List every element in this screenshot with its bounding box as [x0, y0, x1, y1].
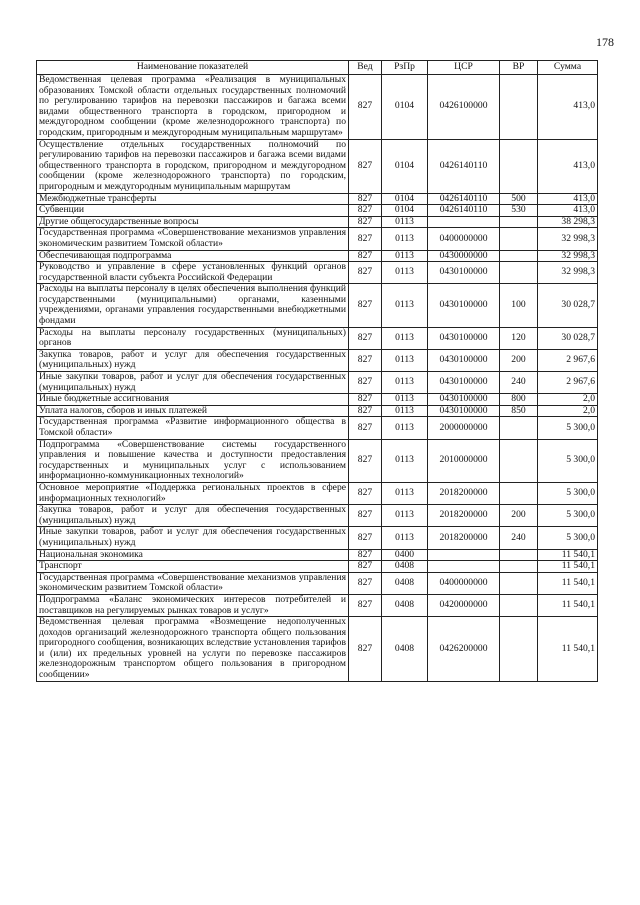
row-name: Ведомственная целевая программа «Возмещение недополученных доходов организаций железнодорожного транспорта общего пользования пригородного сообщения, возникающих вследствие установления тарифов и (или) их предельных уровней на услуги по перевозке пассажиров железнодорожным транспортом общего пользования в пригородном сообщении»: [37, 617, 349, 682]
row-sum: 11 540,1: [538, 572, 598, 594]
row-name: Расходы на выплаты персоналу государственных (муниципальных) органов: [37, 327, 349, 349]
row-name: Расходы на выплаты персоналу в целях обеспечения выполнения функций государственными (муниципальными) органами, казенными учреждениями, органами управления государственными внебюджетными фондами: [37, 284, 349, 327]
row-sum: 5 300,0: [538, 417, 598, 439]
row-rzpr: 0113: [382, 417, 428, 439]
row-sum: 38 298,3: [538, 216, 598, 228]
row-sum: 413,0: [538, 205, 598, 217]
row-rzpr: 0113: [382, 228, 428, 250]
row-ved: 827: [349, 75, 382, 140]
row-sum: 32 998,3: [538, 262, 598, 284]
row-csr: 2000000000: [428, 417, 500, 439]
row-vr: [500, 228, 538, 250]
row-name: Иные закупки товаров, работ и услуг для обеспечения государственных (муниципальных) нужд: [37, 372, 349, 394]
row-vr: [500, 482, 538, 504]
row-name: Уплата налогов, сборов и иных платежей: [37, 405, 349, 417]
table-row: [37, 205, 598, 217]
row-vr: 240: [500, 527, 538, 549]
row-vr: [500, 75, 538, 140]
row-vr: [500, 617, 538, 682]
row-name: Транспорт: [37, 561, 349, 573]
row-ved: 827: [349, 284, 382, 327]
row-csr: [428, 561, 500, 573]
table-row: [37, 617, 598, 682]
row-csr: 0400000000: [428, 228, 500, 250]
row-rzpr: 0113: [382, 216, 428, 228]
row-rzpr: 0113: [382, 505, 428, 527]
row-ved: 827: [349, 439, 382, 482]
row-vr: [500, 250, 538, 262]
row-csr: 0400000000: [428, 572, 500, 594]
row-vr: 800: [500, 394, 538, 406]
row-rzpr: 0113: [382, 327, 428, 349]
row-rzpr: 0104: [382, 205, 428, 217]
row-name: Закупка товаров, работ и услуг для обеспечения государственных (муниципальных) нужд: [37, 505, 349, 527]
row-sum: 11 540,1: [538, 617, 598, 682]
row-csr: 0430000000: [428, 250, 500, 262]
row-sum: 2 967,6: [538, 349, 598, 371]
header-name: Наименование показателей: [37, 61, 349, 75]
row-ved: 827: [349, 594, 382, 616]
row-vr: [500, 561, 538, 573]
row-ved: 827: [349, 327, 382, 349]
row-ved: 827: [349, 228, 382, 250]
row-csr: 0426140110: [428, 205, 500, 217]
row-rzpr: 0113: [382, 250, 428, 262]
row-sum: 413,0: [538, 193, 598, 205]
row-sum: 11 540,1: [538, 561, 598, 573]
row-ved: 827: [349, 216, 382, 228]
row-vr: [500, 549, 538, 561]
row-name: Осуществление отдельных государственных полномочий по регулированию тарифов на перевозки пассажиров и багажа всеми видами общественного транспорта в городском, пригородном и междугородном сообщении (кроме железнодорожного транспорта) по городским, пригородным и междугородным муниципальным маршрутам: [37, 139, 349, 193]
row-name: Подпрограмма «Баланс экономических интересов потребителей и поставщиков на регулируемых рынках товаров и услуг»: [37, 594, 349, 616]
table-row: [37, 527, 598, 549]
row-rzpr: 0113: [382, 394, 428, 406]
row-sum: 5 300,0: [538, 439, 598, 482]
row-csr: 0430100000: [428, 394, 500, 406]
row-csr: 0426200000: [428, 617, 500, 682]
row-sum: 2,0: [538, 394, 598, 406]
row-name: Субвенции: [37, 205, 349, 217]
row-vr: 850: [500, 405, 538, 417]
row-vr: 200: [500, 505, 538, 527]
row-ved: 827: [349, 372, 382, 394]
row-rzpr: 0408: [382, 572, 428, 594]
row-sum: 11 540,1: [538, 549, 598, 561]
row-csr: [428, 549, 500, 561]
row-ved: 827: [349, 262, 382, 284]
row-name: Иные бюджетные ассигнования: [37, 394, 349, 406]
row-vr: [500, 139, 538, 193]
row-name: Другие общегосударственные вопросы: [37, 216, 349, 228]
row-name: Ведомственная целевая программа «Реализация в муниципальных образованиях Томской области отдельных государственных полномочий по регулированию тарифов на перевозки пассажиров и багажа всеми видами общественного транспорта в городском, пригородном и междугородном сообщении (кроме железнодорожного транспорта) по городским, пригородным и междугородным муниципальным маршрутам»: [37, 75, 349, 140]
row-vr: [500, 216, 538, 228]
table-row: [37, 349, 598, 371]
row-rzpr: 0408: [382, 617, 428, 682]
header-ved: Вед: [349, 61, 382, 75]
row-csr: 0426140110: [428, 139, 500, 193]
row-rzpr: 0113: [382, 439, 428, 482]
row-ved: 827: [349, 561, 382, 573]
row-sum: 30 028,7: [538, 327, 598, 349]
row-ved: 827: [349, 505, 382, 527]
budget-table: [36, 60, 598, 682]
row-csr: 0430100000: [428, 327, 500, 349]
table-row: [37, 139, 598, 193]
row-ved: 827: [349, 617, 382, 682]
row-rzpr: 0408: [382, 594, 428, 616]
row-sum: 32 998,3: [538, 228, 598, 250]
table-row: [37, 561, 598, 573]
row-ved: 827: [349, 250, 382, 262]
table-row: [37, 394, 598, 406]
row-sum: 11 540,1: [538, 594, 598, 616]
table-row: [37, 284, 598, 327]
row-sum: 5 300,0: [538, 505, 598, 527]
table-row: [37, 75, 598, 140]
row-name: Государственная программа «Совершенствование механизмов управления экономическим развитием Томской области»: [37, 572, 349, 594]
row-rzpr: 0113: [382, 405, 428, 417]
table-row: [37, 262, 598, 284]
table-row: [37, 327, 598, 349]
row-rzpr: 0113: [382, 349, 428, 371]
row-vr: [500, 594, 538, 616]
row-csr: 0430100000: [428, 284, 500, 327]
row-vr: [500, 262, 538, 284]
table-row: [37, 228, 598, 250]
header-vr: ВР: [500, 61, 538, 75]
row-sum: 2,0: [538, 405, 598, 417]
row-name: Государственная программа «Совершенствование механизмов управления экономическим развитием Томской области»: [37, 228, 349, 250]
row-sum: 413,0: [538, 75, 598, 140]
row-rzpr: 0113: [382, 284, 428, 327]
row-ved: 827: [349, 349, 382, 371]
table-row: [37, 572, 598, 594]
table-row: [37, 216, 598, 228]
table-row: [37, 505, 598, 527]
table-header-row: [37, 61, 598, 75]
row-name: Государственная программа «Развитие информационного общества в Томской области»: [37, 417, 349, 439]
row-csr: 0430100000: [428, 405, 500, 417]
row-ved: 827: [349, 527, 382, 549]
table-body: [37, 75, 598, 682]
row-csr: 0430100000: [428, 262, 500, 284]
row-csr: 0430100000: [428, 349, 500, 371]
row-name: Подпрограмма «Совершенствование системы государственного управления и повышение качества и доступности предоставления государственных и муниципальных услуг с использованием информационно-коммуникационных технологий»: [37, 439, 349, 482]
row-name: Иные закупки товаров, работ и услуг для обеспечения государственных (муниципальных) нужд: [37, 527, 349, 549]
row-csr: [428, 216, 500, 228]
row-vr: 120: [500, 327, 538, 349]
header-csr: ЦСР: [428, 61, 500, 75]
row-rzpr: 0113: [382, 372, 428, 394]
row-csr: 2010000000: [428, 439, 500, 482]
row-vr: [500, 572, 538, 594]
row-sum: 2 967,6: [538, 372, 598, 394]
row-sum: 413,0: [538, 139, 598, 193]
row-ved: 827: [349, 139, 382, 193]
row-name: Основное мероприятие «Поддержка региональных проектов в сфере информационных технологий»: [37, 482, 349, 504]
row-csr: 0430100000: [428, 372, 500, 394]
table-row: [37, 594, 598, 616]
row-vr: 200: [500, 349, 538, 371]
page-number: 178: [596, 35, 614, 49]
row-name: Обеспечивающая подпрограмма: [37, 250, 349, 262]
row-sum: 32 998,3: [538, 250, 598, 262]
row-vr: 530: [500, 205, 538, 217]
row-csr: 0420000000: [428, 594, 500, 616]
row-rzpr: 0113: [382, 527, 428, 549]
table-row: [37, 405, 598, 417]
table-row: [37, 417, 598, 439]
row-vr: 240: [500, 372, 538, 394]
row-ved: 827: [349, 193, 382, 205]
row-csr: 2018200000: [428, 505, 500, 527]
row-ved: 827: [349, 394, 382, 406]
row-vr: [500, 439, 538, 482]
row-ved: 827: [349, 405, 382, 417]
row-rzpr: 0408: [382, 561, 428, 573]
row-rzpr: 0113: [382, 482, 428, 504]
row-name: Межбюджетные трансферты: [37, 193, 349, 205]
header-sum: Сумма: [538, 61, 598, 75]
row-rzpr: 0104: [382, 75, 428, 140]
row-vr: 500: [500, 193, 538, 205]
row-sum: 5 300,0: [538, 482, 598, 504]
row-csr: 0426140110: [428, 193, 500, 205]
row-name: Руководство и управление в сфере установленных функций органов государственной власти субъекта Российской Федерации: [37, 262, 349, 284]
table-row: [37, 482, 598, 504]
table-row: [37, 250, 598, 262]
header-rzpr: РзПр: [382, 61, 428, 75]
row-csr: 2018200000: [428, 482, 500, 504]
row-rzpr: 0104: [382, 193, 428, 205]
row-ved: 827: [349, 417, 382, 439]
table-row: [37, 372, 598, 394]
row-ved: 827: [349, 549, 382, 561]
row-sum: 5 300,0: [538, 527, 598, 549]
row-rzpr: 0400: [382, 549, 428, 561]
row-csr: 0426100000: [428, 75, 500, 140]
row-ved: 827: [349, 205, 382, 217]
row-name: Национальная экономика: [37, 549, 349, 561]
row-name: Закупка товаров, работ и услуг для обеспечения государственных (муниципальных) нужд: [37, 349, 349, 371]
row-sum: 30 028,7: [538, 284, 598, 327]
row-rzpr: 0104: [382, 139, 428, 193]
row-vr: 100: [500, 284, 538, 327]
row-ved: 827: [349, 572, 382, 594]
table-row: [37, 193, 598, 205]
row-csr: 2018200000: [428, 527, 500, 549]
row-rzpr: 0113: [382, 262, 428, 284]
row-vr: [500, 417, 538, 439]
row-ved: 827: [349, 482, 382, 504]
table-row: [37, 439, 598, 482]
table-row: [37, 549, 598, 561]
